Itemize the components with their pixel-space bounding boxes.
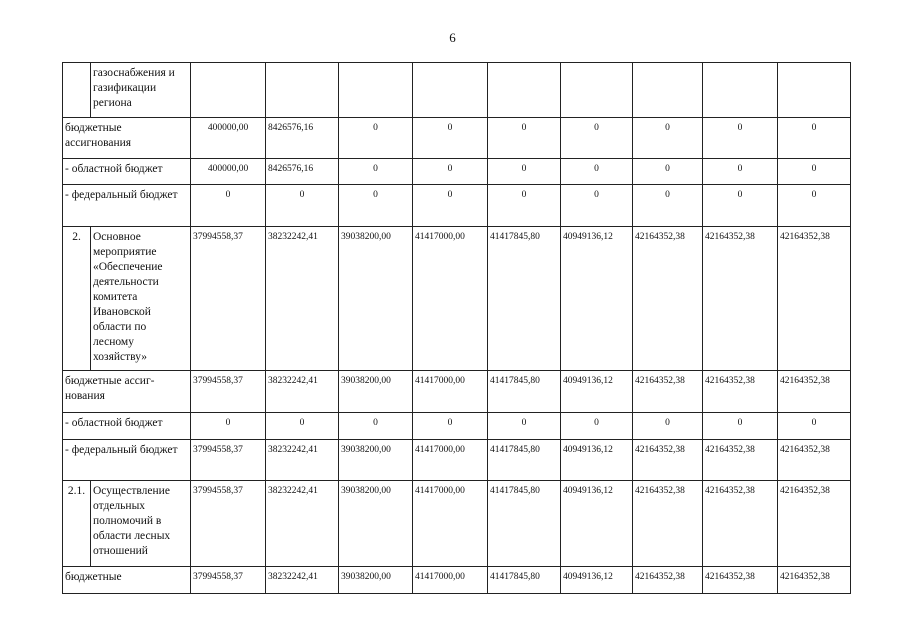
value-cell: 0 <box>561 413 633 440</box>
value-cell: 0 <box>778 413 851 440</box>
value-cell <box>266 63 339 118</box>
value-cell: 39038200,00 <box>339 567 413 594</box>
value-cell: 0 <box>488 185 561 227</box>
value-cell: 40949136,12 <box>561 567 633 594</box>
value-cell: 40949136,12 <box>561 481 633 567</box>
row-description: газоснабжения и газификации региона <box>91 63 191 118</box>
row-label: бюджетные ассиг-нования <box>63 371 191 413</box>
value-cell: 0 <box>266 185 339 227</box>
value-cell: 0 <box>778 185 851 227</box>
value-cell <box>339 63 413 118</box>
value-cell: 42164352,38 <box>778 227 851 371</box>
value-cell: 41417845,80 <box>488 481 561 567</box>
value-cell: 40949136,12 <box>561 440 633 481</box>
table-row <box>63 185 851 227</box>
value-cell: 42164352,38 <box>633 481 703 567</box>
row-number: 2.1. <box>63 481 91 567</box>
value-cell <box>561 63 633 118</box>
value-cell: 42164352,38 <box>778 567 851 594</box>
value-cell: 0 <box>339 159 413 185</box>
value-cell: 42164352,38 <box>703 567 778 594</box>
row-number <box>63 63 91 118</box>
table-row <box>63 440 851 481</box>
value-cell: 42164352,38 <box>778 481 851 567</box>
value-cell: 400000,00 <box>191 159 266 185</box>
value-cell: 37994558,37 <box>191 481 266 567</box>
value-cell <box>778 63 851 118</box>
value-cell: 0 <box>633 185 703 227</box>
value-cell: 400000,00 <box>191 118 266 159</box>
value-cell: 39038200,00 <box>339 227 413 371</box>
value-cell: 0 <box>703 159 778 185</box>
value-cell: 0 <box>703 185 778 227</box>
value-cell: 0 <box>413 413 488 440</box>
value-cell <box>633 63 703 118</box>
table-row <box>63 413 851 440</box>
value-cell: 0 <box>703 413 778 440</box>
value-cell: 38232242,41 <box>266 481 339 567</box>
value-cell: 37994558,37 <box>191 227 266 371</box>
value-cell: 41417000,00 <box>413 567 488 594</box>
value-cell: 0 <box>488 413 561 440</box>
table-row <box>63 159 851 185</box>
value-cell: 41417845,80 <box>488 371 561 413</box>
row-label: бюджетные ассигнования <box>63 118 191 159</box>
budget-table <box>62 62 851 594</box>
page-number: 6 <box>449 30 456 45</box>
value-cell: 0 <box>413 159 488 185</box>
value-cell: 0 <box>561 185 633 227</box>
table-row <box>63 371 851 413</box>
value-cell: 38232242,41 <box>266 440 339 481</box>
value-cell: 42164352,38 <box>778 440 851 481</box>
row-number: 2. <box>63 227 91 371</box>
value-cell: 0 <box>561 118 633 159</box>
value-cell: 0 <box>778 159 851 185</box>
row-label: - областной бюджет <box>63 159 191 185</box>
value-cell: 8426576,16 <box>266 159 339 185</box>
value-cell: 0 <box>191 185 266 227</box>
value-cell <box>703 63 778 118</box>
value-cell: 0 <box>339 118 413 159</box>
value-cell <box>413 63 488 118</box>
value-cell: 38232242,41 <box>266 567 339 594</box>
value-cell: 39038200,00 <box>339 481 413 567</box>
value-cell: 37994558,37 <box>191 440 266 481</box>
table-row <box>63 118 851 159</box>
value-cell: 42164352,38 <box>633 440 703 481</box>
table-row <box>63 63 851 118</box>
row-description: Основное мероприятие «Обеспечение деятельности комитета Ивановской области по лесному хозяйству» <box>91 227 191 371</box>
value-cell: 41417000,00 <box>413 371 488 413</box>
value-cell: 38232242,41 <box>266 227 339 371</box>
value-cell: 0 <box>266 413 339 440</box>
value-cell: 42164352,38 <box>703 371 778 413</box>
value-cell: 0 <box>488 118 561 159</box>
value-cell: 41417000,00 <box>413 227 488 371</box>
value-cell: 40949136,12 <box>561 371 633 413</box>
value-cell: 39038200,00 <box>339 371 413 413</box>
value-cell: 0 <box>488 159 561 185</box>
value-cell: 42164352,38 <box>633 567 703 594</box>
table-row <box>63 567 851 594</box>
row-description: Осуществление отдельных полномочий в области лесных отношений <box>91 481 191 567</box>
value-cell: 41417845,80 <box>488 227 561 371</box>
row-label: - федеральный бюджет <box>63 185 191 227</box>
value-cell: 0 <box>703 118 778 159</box>
value-cell: 39038200,00 <box>339 440 413 481</box>
value-cell: 0 <box>191 413 266 440</box>
value-cell: 42164352,38 <box>703 227 778 371</box>
value-cell: 42164352,38 <box>633 371 703 413</box>
value-cell: 0 <box>413 118 488 159</box>
value-cell: 0 <box>633 413 703 440</box>
value-cell: 0 <box>778 118 851 159</box>
value-cell: 38232242,41 <box>266 371 339 413</box>
value-cell: 0 <box>561 159 633 185</box>
value-cell: 41417845,80 <box>488 567 561 594</box>
value-cell: 41417000,00 <box>413 440 488 481</box>
value-cell: 42164352,38 <box>633 227 703 371</box>
value-cell <box>488 63 561 118</box>
value-cell <box>191 63 266 118</box>
value-cell: 37994558,37 <box>191 371 266 413</box>
value-cell: 41417000,00 <box>413 481 488 567</box>
value-cell: 37994558,37 <box>191 567 266 594</box>
table-row <box>63 481 851 567</box>
value-cell: 0 <box>633 118 703 159</box>
value-cell: 40949136,12 <box>561 227 633 371</box>
row-label: - областной бюджет <box>63 413 191 440</box>
row-label: - федеральный бюджет <box>63 440 191 481</box>
value-cell: 0 <box>339 413 413 440</box>
row-label: бюджетные <box>63 567 191 594</box>
value-cell: 42164352,38 <box>778 371 851 413</box>
value-cell: 0 <box>633 159 703 185</box>
value-cell: 42164352,38 <box>703 440 778 481</box>
table-row <box>63 227 851 371</box>
value-cell: 42164352,38 <box>703 481 778 567</box>
value-cell: 41417845,80 <box>488 440 561 481</box>
value-cell: 0 <box>413 185 488 227</box>
value-cell: 8426576,16 <box>266 118 339 159</box>
value-cell: 0 <box>339 185 413 227</box>
